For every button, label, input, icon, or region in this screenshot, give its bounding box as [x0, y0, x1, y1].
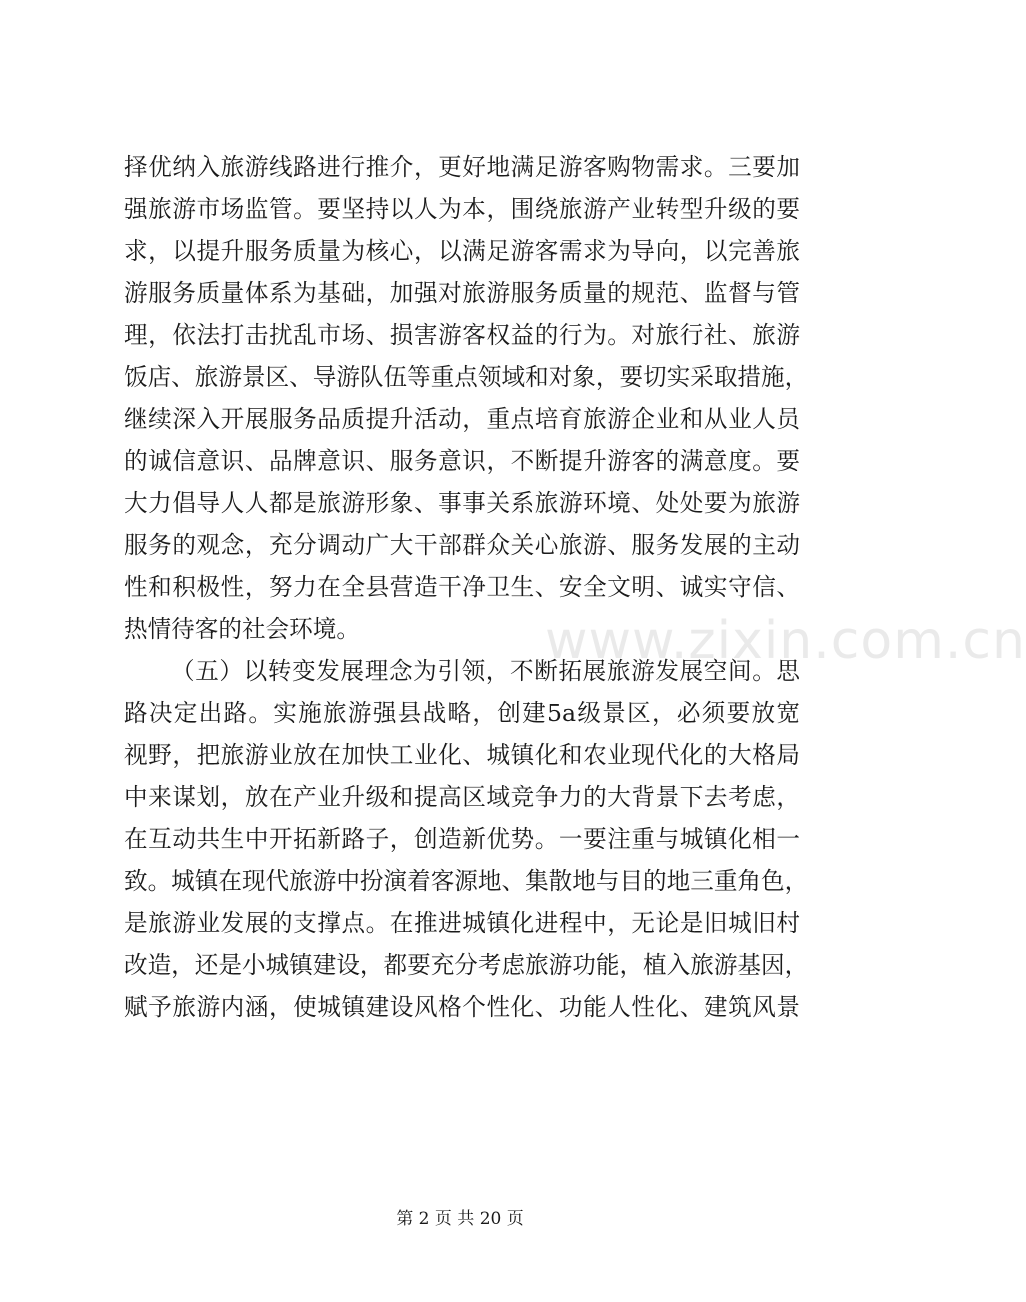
text-line: 大力倡导人人都是旅游形象、事事关系旅游环境、处处要为旅游	[124, 489, 800, 517]
text-line: 是旅游业发展的支撑点。在推进城镇化进程中，无论是旧城旧村	[124, 909, 800, 937]
text-line: 服务的观念，充分调动广大干部群众关心旅游、服务发展的主动	[124, 531, 800, 559]
page-footer: 第 2 页 共 20 页	[396, 1209, 524, 1229]
text-line: 性和积极性，努力在全县营造干净卫生、安全文明、诚实守信、	[124, 573, 800, 601]
text-line: 中来谋划，放在产业升级和提高区域竞争力的大背景下去考虑，	[124, 783, 800, 811]
text-line: 路决定出路。实施旅游强县战略，创建5a级景区，必须要放宽	[124, 699, 800, 727]
text-line: 在互动共生中开拓新路子，创造新优势。一要注重与城镇化相一	[124, 825, 800, 853]
text-line: 理，依法打击扰乱市场、损害游客权益的行为。对旅行社、旅游	[124, 321, 800, 349]
text-line: 的诚信意识、品牌意识、服务意识，不断提升游客的满意度。要	[124, 447, 800, 475]
text-line: 视野，把旅游业放在加快工业化、城镇化和农业现代化的大格局	[124, 741, 800, 769]
text-line: 强旅游市场监管。要坚持以人为本，围绕旅游产业转型升级的要	[124, 195, 800, 223]
text-line: 求，以提升服务质量为核心，以满足游客需求为导向，以完善旅	[124, 237, 800, 265]
document-body	[124, 146, 809, 1028]
text-line: 致。城镇在现代旅游中扮演着客源地、集散地与目的地三重角色，	[124, 867, 809, 895]
text-line: 游服务质量体系为基础，加强对旅游服务质量的规范、监督与管	[124, 279, 800, 307]
text-line: 继续深入开展服务品质提升活动，重点培育旅游企业和从业人员	[124, 405, 800, 433]
section-heading-line: （五）以转变发展理念为引领，不断拓展旅游发展空间。思	[171, 657, 800, 685]
text-line: 择优纳入旅游线路进行推介，更好地满足游客购物需求。三要加	[124, 153, 800, 181]
text-line: 赋予旅游内涵，使城镇建设风格个性化、功能人性化、建筑风景	[124, 993, 800, 1021]
text-line: 饭店、旅游景区、导游队伍等重点领域和对象，要切实采取措施，	[124, 363, 809, 391]
text-line: 热情待客的社会环境。	[124, 615, 360, 643]
text-line: 改造，还是小城镇建设，都要充分考虑旅游功能，植入旅游基因，	[124, 951, 809, 979]
watermark: www.zixin.com.cn	[545, 611, 1026, 671]
